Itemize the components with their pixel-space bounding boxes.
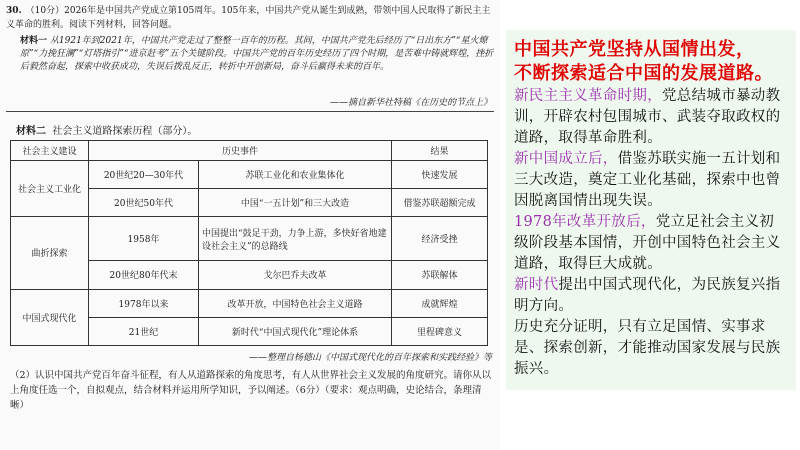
table-row [11, 289, 488, 317]
row-result: 快速发展 [392, 161, 488, 189]
material-two-source: ——整理自杨德山《中国式现代化的百年探索和实践经验》等 [248, 353, 492, 363]
row-event: 中国提出“鼓足干劲，力争上游，多快好省地建设社会主义”的总路线 [199, 217, 392, 261]
answer-paragraph [514, 275, 788, 317]
material-one-label: 材料一 [20, 36, 48, 46]
table-header: 社会主义建设 [11, 141, 89, 161]
paragraph-text: 党总结城市暴动教训，开辟农村包围城市、武装夺取政权的道路，取得革命胜利。 [514, 88, 781, 146]
history-table [10, 140, 488, 346]
answer-conclusion: 历史充分证明，只有立足国情、实事求是、探索创新，才能推动国家发展与民族振兴。 [514, 319, 781, 377]
row-time: 1978年以来 [89, 289, 199, 317]
material-one-source: ——摘自新华社特稿《在历史的节点上》 [329, 98, 492, 108]
sub-question-2: （2）认识中国共产党百年奋斗征程，有人从道路探索的角度思考，有人从世界社会主义发展的角度研究。请你从以上角度任选一个，自拟观点，结合材料并运用所学知识，予以阐述。（6分）（要求：观点明确，史论结合，条理清晰） [10, 370, 492, 411]
paragraph-text: 党立足社会主义初级阶段基本国情，开创中国特色社会主义道路，取得巨大成就。 [514, 214, 781, 272]
material-one [20, 33, 495, 72]
answer-headline-1: 中国共产党坚持从国情出发， [514, 39, 755, 60]
material-two-title-text: 社会主义道路探索历程（部分）。 [52, 126, 198, 137]
row-event: 戈尔巴乔夫改革 [199, 261, 392, 289]
row-event: 新时代“中国式现代化”理论体系 [199, 317, 392, 345]
period-keyword: 1978年改革开放后， [514, 214, 656, 230]
row-time: 1958年 [89, 217, 199, 261]
table-row [11, 161, 488, 189]
row-event: 中国“一五计划”和三大改造 [199, 189, 392, 217]
group-name: 曲折探索 [11, 217, 89, 289]
answer-paragraph [514, 86, 788, 149]
row-time: 21世纪 [89, 317, 199, 345]
row-result: 经济受挫 [392, 217, 488, 261]
period-keyword: 新民主主义革命时期， [514, 88, 662, 104]
divider [6, 111, 494, 112]
row-time: 20世纪80年代末 [89, 261, 199, 289]
row-event: 苏联工业化和农业集体化 [199, 161, 392, 189]
answer-panel [506, 30, 796, 390]
row-event: 改革开放，中国特色社会主义道路 [199, 289, 392, 317]
answer-paragraph [514, 149, 788, 212]
table-header: 历史事件 [89, 141, 392, 161]
answer-headline-2: 不断探索适合中国的发展道路。 [514, 63, 773, 84]
material-two-title [16, 122, 197, 137]
paragraph-text: 提出中国式现代化，为民族复兴指明方向。 [514, 277, 781, 314]
question-number: 30. [6, 6, 22, 16]
question-stem-text: （10分）2026年是中国共产党成立第105周年。105年来，中国共产党从诞生到成熟，带领中国人民取得了新民主主义革命的胜利。阅读下列材料，回答问题。 [6, 6, 491, 30]
row-result: 借鉴苏联超额完成 [392, 189, 488, 217]
group-name: 社会主义工业化 [11, 161, 89, 217]
row-result: 里程碑意义 [392, 317, 488, 345]
answer-paragraph [514, 212, 788, 275]
row-time: 20世纪50年代 [89, 189, 199, 217]
paragraph-text: 借鉴苏联实施一五计划和三大改造，奠定工业化基础，探索中也曾因脱离国情出现失误。 [514, 151, 781, 209]
row-result: 成就辉煌 [392, 289, 488, 317]
table-header-row [11, 141, 488, 161]
material-one-text: 从1921年到2021年，中国共产党走过了整整一百年的历程。其间，中国共产党先后经历了“日出东方”“星火燎原”“力挽狂澜”“灯塔指引”“进京赶考”五个关键阶段。中国共产党的百年历史经历了四个时期，是苦难中铸就辉煌，挫折后毅然奋起，探索中收获成功，失误后拨乱反正，转折中开创新局，奋斗后赢得未来的百年。 [20, 36, 494, 72]
material-two-label: 材料二 [16, 126, 46, 137]
group-name: 中国式现代化 [11, 289, 89, 345]
row-time: 20世纪20—30年代 [89, 161, 199, 189]
table-header: 结果 [392, 141, 488, 161]
table-row [11, 217, 488, 261]
period-keyword: 新中国成立后， [514, 151, 618, 167]
question-stem [6, 4, 496, 32]
row-result: 苏联解体 [392, 261, 488, 289]
period-keyword: 新时代 [514, 277, 559, 293]
